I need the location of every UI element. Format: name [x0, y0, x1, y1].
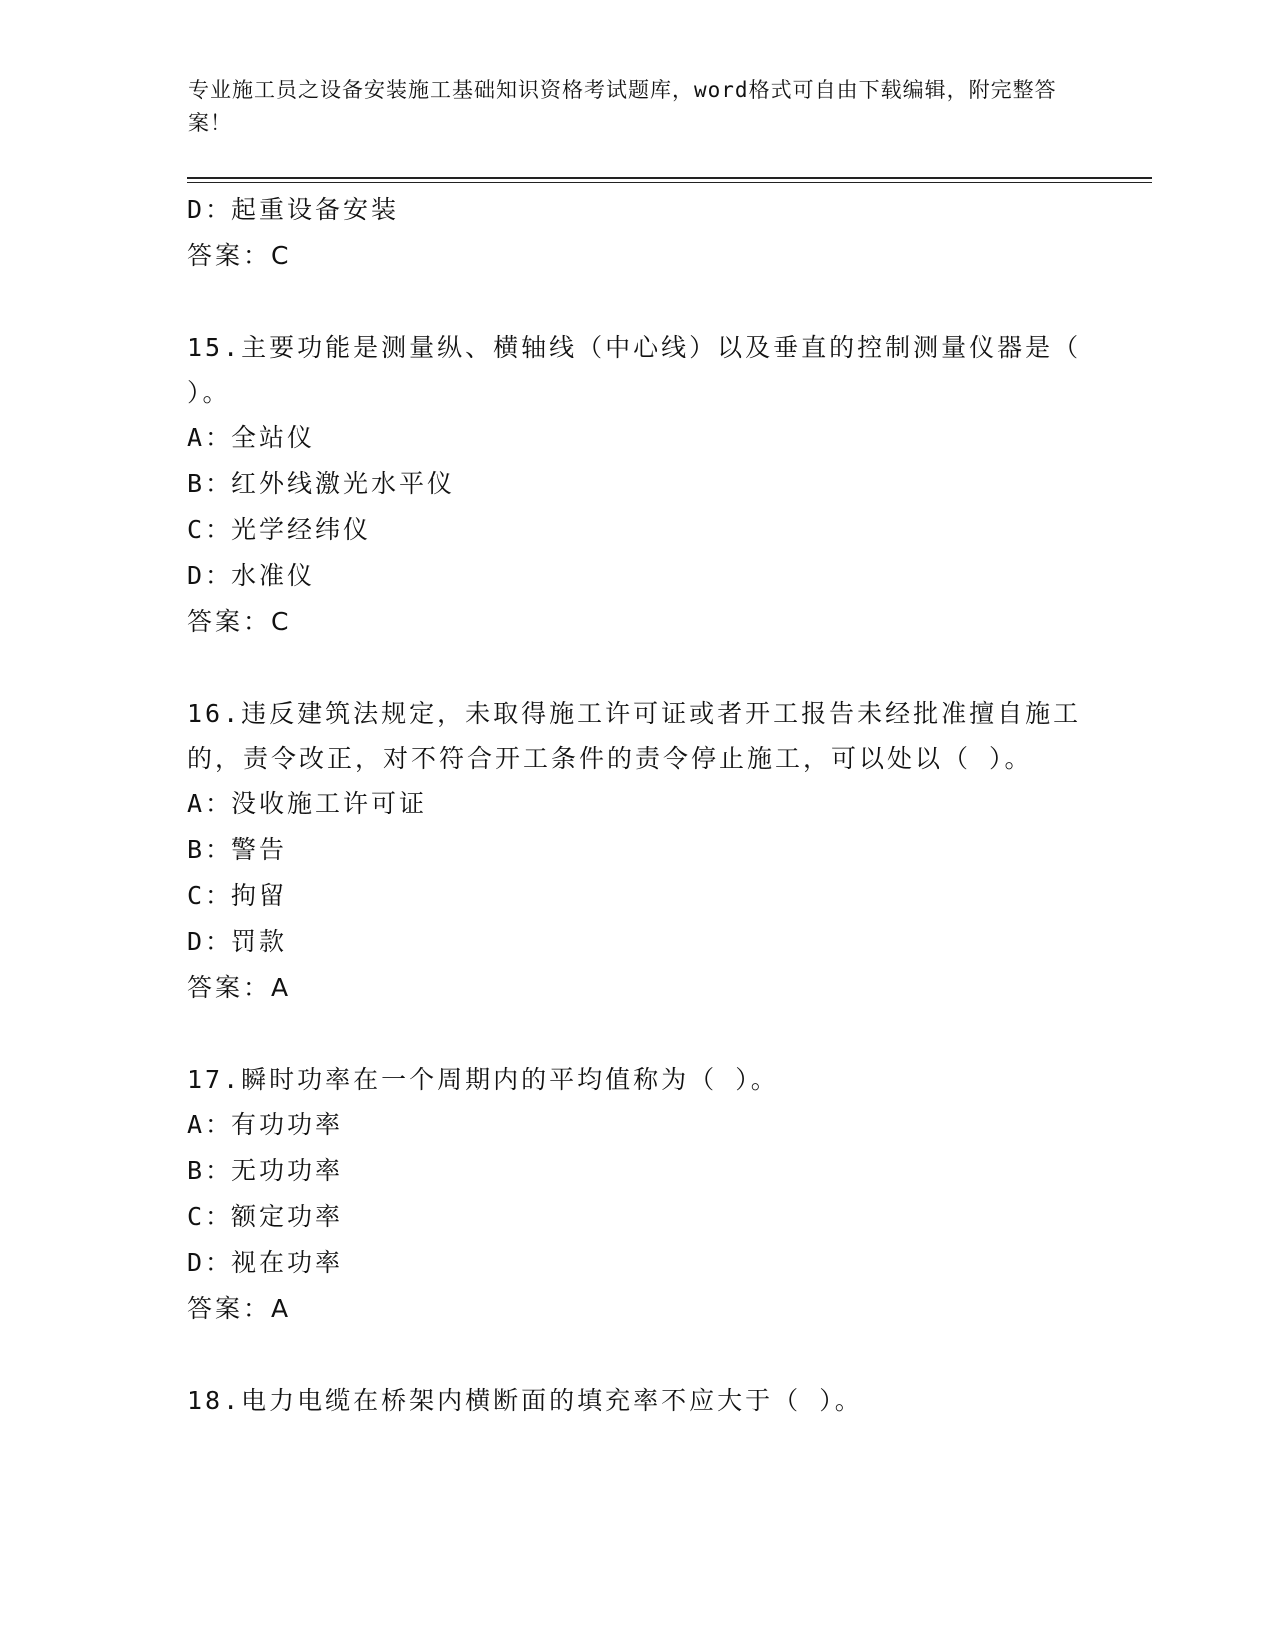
question-18-stem: 18.电力电缆在桥架内横断面的填充率不应大于（ ）。 [187, 1386, 863, 1415]
option-letter: C： [187, 1202, 234, 1231]
header-rule-thin [187, 182, 1152, 183]
option-text: 视在功率 [231, 1248, 344, 1277]
option-text: 有功功率 [231, 1110, 344, 1139]
option-text: 拘留 [231, 881, 288, 910]
option-a [187, 781, 1087, 827]
option-letter: A： [187, 423, 234, 452]
option-b [187, 461, 1087, 507]
option-d [187, 1240, 1087, 1286]
question-17-stem: 17.瞬时功率在一个周期内的平均值称为（ ）。 [187, 1065, 779, 1094]
option-d [187, 553, 1087, 599]
answer-line: 答案：C [187, 607, 292, 636]
option-text: 全站仪 [231, 423, 316, 452]
option-letter: D： [187, 927, 234, 956]
option-text: 水准仪 [231, 561, 316, 590]
option-b [187, 827, 1087, 873]
option-letter: D： [187, 195, 234, 224]
option-a [187, 1102, 1087, 1148]
option-letter: B： [187, 835, 234, 864]
option-letter: B： [187, 1156, 234, 1185]
question-15-stem: 15.主要功能是测量纵、横轴线（中心线）以及垂直的控制测量仪器是（ ）。 [187, 333, 1082, 407]
option-d [187, 919, 1087, 965]
option-text: 额定功率 [231, 1202, 344, 1231]
option-c [187, 873, 1087, 919]
option-text: 红外线激光水平仪 [231, 469, 456, 498]
option-letter: D： [187, 561, 234, 590]
answer-line: 答案：C [187, 241, 292, 270]
option-letter: D： [187, 1248, 234, 1277]
option-text: 警告 [231, 835, 288, 864]
page-header: 专业施工员之设备安装施工基础知识资格考试题库，word格式可自由下载编辑，附完整答案！ [188, 78, 1057, 135]
option-letter: B： [187, 469, 234, 498]
option-letter: A： [187, 1110, 234, 1139]
option-c [187, 507, 1087, 553]
option-text: 无功功率 [231, 1156, 344, 1185]
option-text: 光学经纬仪 [231, 515, 372, 544]
option-a [187, 415, 1087, 461]
option-text: 起重设备安装 [231, 195, 400, 224]
question-16-stem: 16.违反建筑法规定，未取得施工许可证或者开工报告未经批准擅自施工的，责令改正，对不符合开工条件的责令停止施工，可以处以（ ）。 [187, 699, 1082, 773]
option-letter: A： [187, 789, 234, 818]
option-letter: C： [187, 515, 234, 544]
option-text: 没收施工许可证 [231, 789, 428, 818]
answer-line: 答案：A [187, 973, 292, 1002]
option-b [187, 1148, 1087, 1194]
option-d [187, 187, 1087, 233]
option-c [187, 1194, 1087, 1240]
option-letter: C： [187, 881, 234, 910]
option-text: 罚款 [231, 927, 288, 956]
answer-line: 答案：A [187, 1294, 292, 1323]
question-content [187, 187, 1087, 1423]
header-rule-thick [187, 177, 1152, 179]
